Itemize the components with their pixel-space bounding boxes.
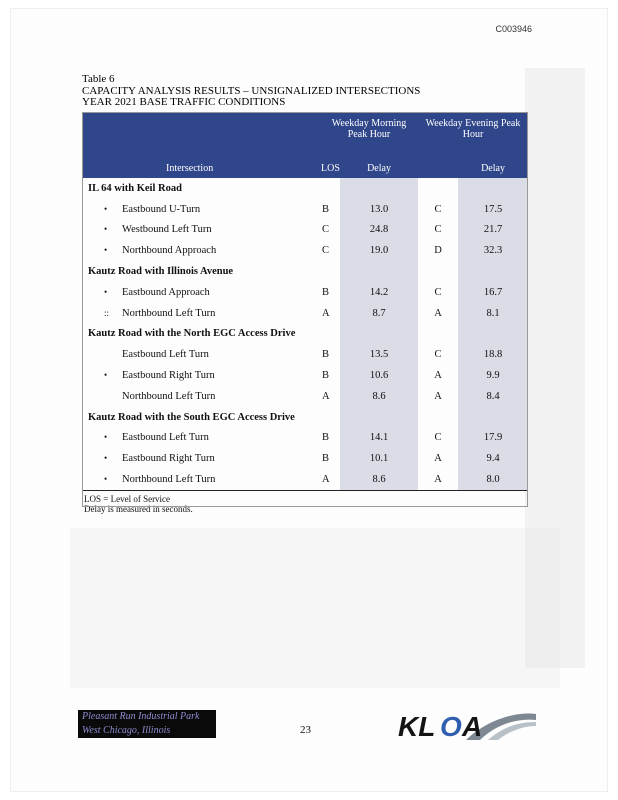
- section-title: Kautz Road with Illinois Avenue: [88, 266, 234, 278]
- morning-los-cell: C: [322, 245, 330, 257]
- logo-text: KL: [398, 711, 436, 742]
- kloa-logo: [396, 706, 536, 742]
- table-notes: [82, 490, 528, 516]
- section-fill-cell: [340, 261, 418, 282]
- header-blank: [82, 112, 320, 149]
- table-row: [82, 303, 528, 324]
- section-row: [82, 407, 528, 428]
- bullet-marker: ::: [104, 307, 110, 318]
- evening-delay-cell: 21.7: [458, 220, 528, 241]
- movement-cell: [82, 448, 320, 469]
- morning-delay-cell: 13.5: [340, 344, 418, 365]
- movement-name: Northbound Left Turn: [122, 390, 216, 402]
- movement-name: Eastbound Left Turn: [122, 349, 209, 361]
- movement-cell: [82, 386, 320, 407]
- header-delay-evening: Delay: [458, 149, 528, 178]
- logo-text-o: O: [440, 711, 462, 742]
- morning-delay-cell: 8.7: [340, 303, 418, 324]
- capacity-table-wrapper: [82, 112, 528, 516]
- movement-cell: [82, 220, 320, 241]
- morning-delay-cell: 13.0: [340, 199, 418, 220]
- header-los-evening: [418, 149, 458, 178]
- show-through-shadow: [70, 528, 560, 688]
- movement-cell: [82, 240, 320, 261]
- section-fill-cell: [340, 324, 418, 345]
- bullet-marker: •: [104, 224, 108, 235]
- movement-name: Eastbound U-Turn: [122, 203, 201, 215]
- evening-delay-cell: 17.5: [458, 199, 528, 220]
- page-number: 23: [300, 724, 311, 736]
- evening-los-cell: A: [434, 453, 442, 465]
- table-caption: [82, 74, 452, 109]
- movement-cell: [82, 469, 320, 490]
- evening-los-cell: A: [434, 390, 442, 402]
- notes-cell: [82, 490, 528, 516]
- table-title: CAPACITY ANALYSIS RESULTS – UNSIGNALIZED INTERSECTIONS: [82, 84, 421, 97]
- table-body: [82, 178, 528, 490]
- section-fill-cell: [458, 407, 528, 428]
- evening-los-cell: C: [434, 432, 442, 444]
- evening-los-cell: D: [434, 245, 442, 257]
- movement-name: Eastbound Right Turn: [122, 453, 215, 465]
- evening-delay-cell: 18.8: [458, 344, 528, 365]
- movement-name: Northbound Left Turn: [122, 474, 216, 486]
- evening-los-cell: A: [434, 370, 442, 382]
- evening-delay-cell: 17.9: [458, 428, 528, 449]
- section-title: Kautz Road with the South EGC Access Drive: [88, 411, 295, 423]
- section-fill-cell: [320, 261, 340, 282]
- section-fill-cell: [458, 178, 528, 199]
- bullet-marker: •: [104, 203, 108, 214]
- morning-los-cell: B: [322, 432, 330, 444]
- section-row: [82, 178, 528, 199]
- section-fill-cell: [320, 178, 340, 199]
- section-fill-cell: [418, 324, 458, 345]
- evening-los-cell: A: [434, 474, 442, 486]
- evening-delay-cell: 9.9: [458, 365, 528, 386]
- footer-project-location: West Chicago, Illinois: [82, 725, 171, 736]
- section-fill-cell: [418, 261, 458, 282]
- morning-delay-cell: 8.6: [340, 386, 418, 407]
- bullet-marker: •: [104, 245, 108, 256]
- morning-delay-cell: 14.2: [340, 282, 418, 303]
- evening-delay-cell: 8.4: [458, 386, 528, 407]
- bullet-marker: •: [104, 432, 108, 443]
- table-row: [82, 469, 528, 490]
- movement-name: Eastbound Right Turn: [122, 370, 215, 382]
- morning-los-cell: A: [322, 390, 330, 402]
- evening-delay-cell: 8.1: [458, 303, 528, 324]
- movement-cell: [82, 428, 320, 449]
- section-fill-cell: [458, 261, 528, 282]
- movement-name: Eastbound Left Turn: [122, 432, 209, 444]
- table-row: [82, 282, 528, 303]
- movement-name: Eastbound Approach: [122, 286, 210, 298]
- footer-project-name: Pleasant Run Industrial Park: [82, 711, 200, 722]
- morning-los-cell: C: [322, 224, 330, 236]
- evening-los-cell: C: [434, 286, 442, 298]
- section-row: [82, 261, 528, 282]
- movement-name: Northbound Left Turn: [122, 307, 216, 319]
- evening-delay-cell: 32.3: [458, 240, 528, 261]
- header-row-columns: [82, 149, 528, 178]
- header-delay-morning: Delay: [340, 149, 418, 178]
- footer-project: [78, 710, 216, 738]
- morning-delay-cell: 24.8: [340, 220, 418, 241]
- evening-los-cell: C: [434, 349, 442, 361]
- movement-cell: [82, 303, 320, 324]
- morning-delay-cell: 10.6: [340, 365, 418, 386]
- evening-delay-cell: 16.7: [458, 282, 528, 303]
- morning-delay-cell: 19.0: [340, 240, 418, 261]
- bullet-marker: •: [104, 370, 108, 381]
- morning-delay-cell: 14.1: [340, 428, 418, 449]
- section-fill-cell: [340, 407, 418, 428]
- logo-text-a: A: [462, 711, 483, 742]
- section-fill-cell: [418, 407, 458, 428]
- movement-cell: [82, 344, 320, 365]
- note-delay: Delay is measured in seconds.: [84, 503, 193, 514]
- header-evening-group: Weekday Evening Peak Hour: [418, 112, 528, 149]
- movement-cell: [82, 365, 320, 386]
- section-fill-cell: [458, 324, 528, 345]
- evening-delay-cell: 9.4: [458, 448, 528, 469]
- evening-delay-cell: 8.0: [458, 469, 528, 490]
- header-row-groups: [82, 112, 528, 149]
- table-subtitle: YEAR 2021 BASE TRAFFIC CONDITIONS: [82, 96, 286, 108]
- movement-cell: [82, 282, 320, 303]
- capacity-table: [82, 112, 528, 516]
- table-row: [82, 365, 528, 386]
- section-fill-cell: [320, 324, 340, 345]
- table-row: [82, 220, 528, 241]
- morning-los-cell: A: [322, 307, 330, 319]
- morning-delay-cell: 10.1: [340, 448, 418, 469]
- table-number: Table 6: [82, 73, 115, 85]
- morning-los-cell: B: [322, 286, 330, 298]
- table-row: [82, 448, 528, 469]
- morning-los-cell: A: [322, 474, 330, 486]
- table-row: [82, 199, 528, 220]
- morning-los-cell: B: [322, 453, 330, 465]
- bullet-marker: •: [104, 453, 108, 464]
- table-row: [82, 240, 528, 261]
- section-row: [82, 324, 528, 345]
- section-fill-cell: [340, 178, 418, 199]
- evening-los-cell: C: [434, 224, 442, 236]
- table-row: [82, 344, 528, 365]
- section-fill-cell: [418, 178, 458, 199]
- document-id: C003946: [495, 24, 532, 34]
- header-morning-group: Weekday Morning Peak Hour: [320, 112, 418, 149]
- table-row: [82, 386, 528, 407]
- movement-name: Northbound Approach: [122, 245, 217, 257]
- bullet-marker: •: [104, 286, 108, 297]
- note-los: LOS = Level of Service: [84, 493, 171, 504]
- header-los-morning: LOS: [320, 149, 340, 178]
- evening-los-cell: A: [434, 307, 442, 319]
- section-title: Kautz Road with the North EGC Access Drive: [88, 328, 296, 340]
- morning-delay-cell: 8.6: [340, 469, 418, 490]
- table-row: [82, 428, 528, 449]
- morning-los-cell: B: [322, 349, 330, 361]
- morning-los-cell: B: [322, 203, 330, 215]
- movement-cell: [82, 199, 320, 220]
- morning-los-cell: B: [322, 370, 330, 382]
- evening-los-cell: C: [434, 203, 442, 215]
- bullet-marker: •: [104, 474, 108, 485]
- header-intersection: Intersection: [82, 149, 320, 178]
- movement-name: Westbound Left Turn: [122, 224, 212, 236]
- section-fill-cell: [320, 407, 340, 428]
- section-title: IL 64 with Keil Road: [88, 182, 182, 194]
